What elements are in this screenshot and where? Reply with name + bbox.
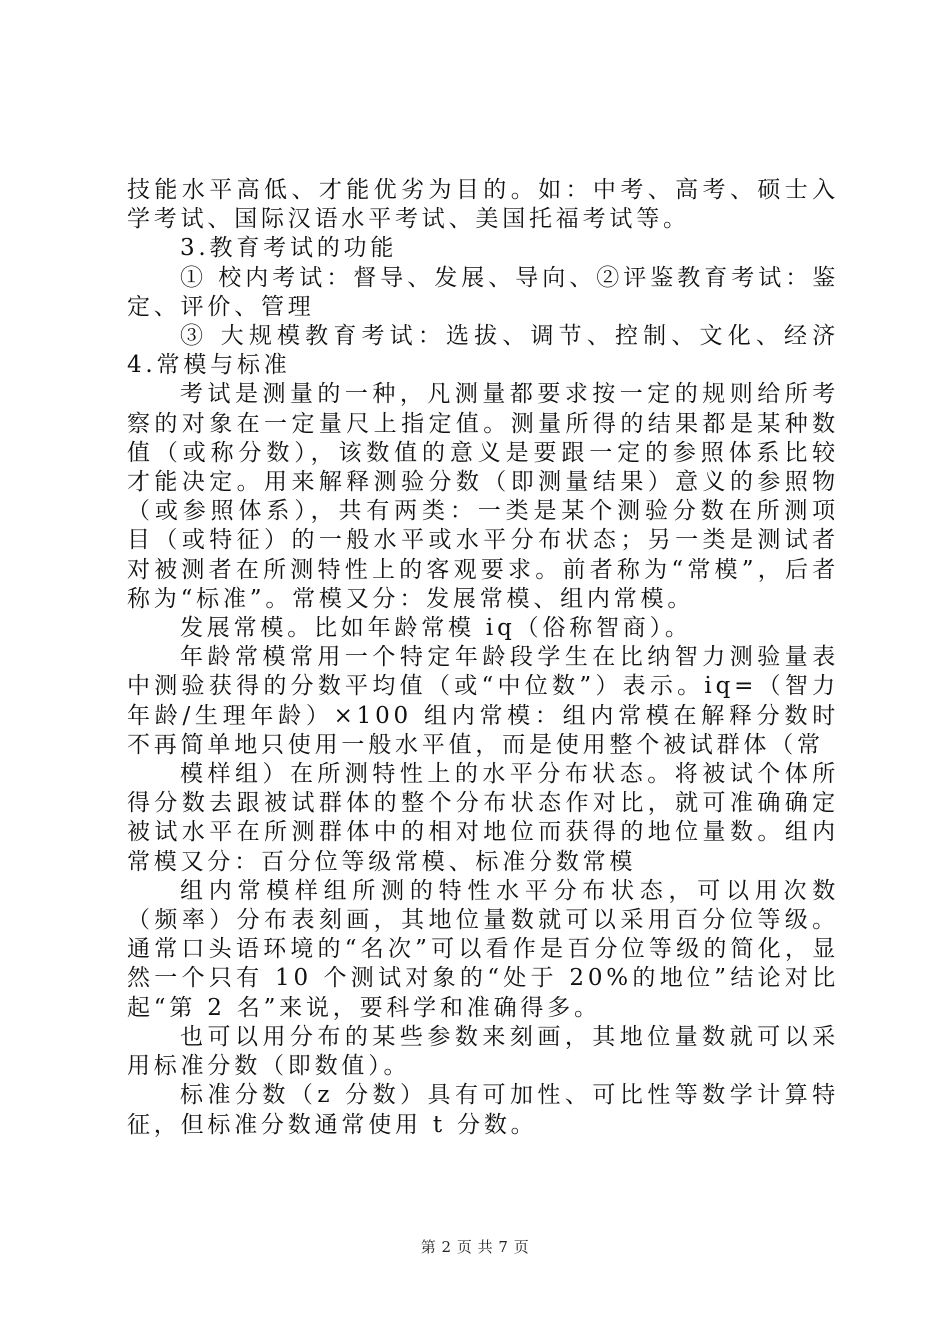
paragraph-age-norm: 年龄常模常用一个特定年龄段学生在比纳智力测验量表中测验获得的分数平均值（或“中位数”）表示。iq=（智力年龄/生理年龄）×100 组内常模：组内常模在解释分数时不再简单地只使用一般水平值，而是使用整个被试群体（常 <box>127 644 839 758</box>
page-number-label: 第 2 页 共 7 页 <box>420 1238 530 1256</box>
paragraph-large-scale-exam: ③ 大规模教育考试：选拔、调节、控制、文化、经济 4.常模与标准 <box>127 323 839 379</box>
paragraph-parameters: 也可以用分布的某些参数来刻画，其地位量数就可以采用标准分数（即数值）。 <box>127 1023 839 1080</box>
paragraph-percentile: 组内常模样组所测的特性水平分布状态，可以用次数（频率）分布表刻画，其地位量数就可以采用百分位等级。通常口头语环境的“名次”可以看作是百分位等级的简化，显然一个只有 10 个测试对象的“处于 20%的地位”结论对比起“第 2 名”来说，要科学和准确得多。 <box>127 877 839 1021</box>
page-footer <box>0 1237 950 1257</box>
paragraph-measurement: 考试是测量的一种，凡测量都要求按一定的规则给所考察的对象在一定量尺上指定值。测量所得的结果都是某种数值（或称分数），该数值的意义是要跟一定的参照体系比较才能决定。用来解释测验分数（即测量结果）意义的参照物（或参照体系），共有两类：一类是某个测验分数在所测项目（或特征）的一般水平或水平分布状态；另一类是测试者对被测者在所测特性上的客观要求。前者称为“常模”，后者称为“标准”。常模又分：发展常模、组内常模。 <box>127 381 839 612</box>
paragraph-heading-exam-functions: 3.教育考试的功能 <box>180 235 398 262</box>
paragraph-standard-score: 标准分数（z 分数）具有可加性、可比性等数学计算特征，但标准分数通常使用 t 分数。 <box>127 1082 839 1138</box>
paragraph-group-norm: 模样组）在所测特性上的水平分布状态。将被试个体所得分数去跟被试群体的整个分布状态作对比，就可准确确定被试水平在所测群体中的相对地位而获得的地位量数。组内常模又分：百分位等级常模、标准分数常模 <box>127 761 839 875</box>
document-body <box>127 176 839 1140</box>
paragraph-school-exam: ① 校内考试：督导、发展、导向、②评鉴教育考试：鉴定、评价、管理 <box>127 264 839 320</box>
paragraph-continuation: 技能水平高低、才能优劣为目的。如：中考、高考、硕士入学考试、国际汉语水平考试、美国托福考试等。 <box>127 177 839 233</box>
paragraph-development-norm: 发展常模。比如年龄常模 iq（俗称智商）。 <box>180 615 692 642</box>
